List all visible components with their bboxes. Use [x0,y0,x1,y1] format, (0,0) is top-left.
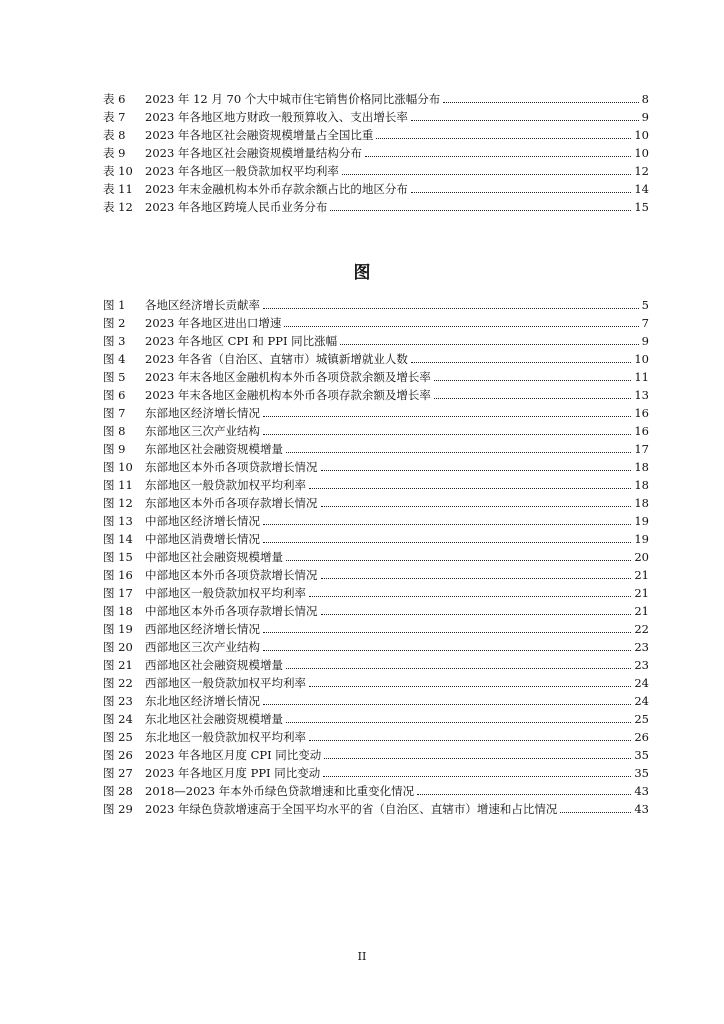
entry-page-number: 23 [634,658,649,672]
entry-title: 中部地区本外币各项贷款增长情况 [145,568,318,582]
entry-page-number: 21 [634,568,649,582]
entry-label: 图 19 [103,622,133,636]
figure-entry[interactable] [103,692,649,710]
entry-page-number: 24 [634,676,649,690]
figure-entry[interactable] [103,566,649,584]
entry-label: 图 22 [103,676,133,690]
entry-page-number: 10 [634,128,649,142]
entry-label: 图 5 [103,370,126,384]
entry-title: 东北地区一般贷款加权平均利率 [145,730,306,744]
figure-entry[interactable] [103,584,649,602]
table-entry[interactable] [103,90,649,108]
entry-page-number: 18 [634,496,649,510]
dot-leader [263,632,631,633]
figure-entry[interactable] [103,350,649,368]
entry-label: 表 11 [103,182,133,196]
entry-page-number: 10 [634,146,649,160]
entry-title: 2023 年各地区跨境人民币业务分布 [145,200,328,214]
entry-page-number: 19 [634,532,649,546]
entry-label: 图 8 [103,424,126,438]
entry-title: 2023 年各地区一般贷款加权平均利率 [145,164,339,178]
figure-entry[interactable] [103,602,649,620]
dot-leader [330,210,631,211]
figure-entry[interactable] [103,314,649,332]
entry-page-number: 18 [634,460,649,474]
entry-label: 表 9 [103,146,126,160]
entry-page-number: 14 [634,182,649,196]
entry-page-number: 25 [634,712,649,726]
figure-entry[interactable] [103,386,649,404]
figure-list [103,296,649,818]
dot-leader [263,308,639,309]
page-number: II [357,950,367,963]
entry-title: 东部地区社会融资规模增量 [145,442,283,456]
dot-leader [324,758,631,759]
entry-label: 图 20 [103,640,133,654]
entry-title: 中部地区经济增长情况 [145,514,260,528]
entry-title: 2023 年各地区社会融资规模增量结构分布 [145,146,362,160]
entry-page-number: 13 [634,388,649,402]
entry-title: 中部地区本外币各项存款增长情况 [145,604,318,618]
dot-leader [417,794,631,795]
entry-label: 图 7 [103,406,126,420]
entry-title: 东部地区三次产业结构 [145,424,260,438]
entry-label: 图 18 [103,604,133,618]
entry-label: 表 6 [103,92,126,106]
entry-title: 2023 年末金融机构本外币存款余额占比的地区分布 [145,182,408,196]
entry-title: 2023 年各地区月度 PPI 同比变动 [145,766,321,780]
entry-page-number: 43 [634,784,649,798]
entry-label: 图 25 [103,730,133,744]
entry-title: 2023 年末各地区金融机构本外币各项存款余额及增长率 [145,388,431,402]
table-entry[interactable] [103,126,649,144]
entry-title: 东部地区本外币各项贷款增长情况 [145,460,318,474]
entry-page-number: 9 [641,334,649,348]
dot-leader [321,578,632,579]
dot-leader [286,722,631,723]
dot-leader [411,120,639,121]
entry-page-number: 7 [641,316,649,330]
entry-label: 图 15 [103,550,133,564]
entry-title: 中部地区一般贷款加权平均利率 [145,586,306,600]
dot-leader [323,776,631,777]
entry-label: 图 16 [103,568,133,582]
figures-heading: 图 [353,263,371,283]
entry-label: 图 10 [103,460,133,474]
dot-leader [340,344,639,345]
dot-leader [263,434,631,435]
table-entry[interactable] [103,108,649,126]
entry-label: 图 1 [103,298,126,312]
dot-leader [263,416,631,417]
entry-label: 图 4 [103,352,126,366]
figure-entry[interactable] [103,746,649,764]
dot-leader [321,470,632,471]
entry-page-number: 11 [634,370,649,384]
entry-page-number: 12 [634,164,649,178]
figure-entry[interactable] [103,512,649,530]
entry-label: 图 17 [103,586,133,600]
entry-page-number: 19 [634,514,649,528]
entry-label: 图 26 [103,748,133,762]
dot-leader [286,668,631,669]
entry-title: 东北地区社会融资规模增量 [145,712,283,726]
entry-page-number: 18 [634,478,649,492]
entry-page-number: 16 [634,406,649,420]
entry-page-number: 20 [634,550,649,564]
entry-title: 2023 年 12 月 70 个大中城市住宅销售价格同比涨幅分布 [145,92,441,106]
entry-label: 图 12 [103,496,133,510]
entry-page-number: 8 [641,92,649,106]
entry-page-number: 26 [634,730,649,744]
figure-entry[interactable] [103,800,649,818]
entry-page-number: 15 [634,200,649,214]
dot-leader [443,102,638,103]
dot-leader [434,398,631,399]
dot-leader [365,156,631,157]
entry-label: 表 7 [103,110,126,124]
entry-title: 2023 年各地区进出口增速 [145,316,282,330]
dot-leader [342,174,631,175]
dot-leader [321,614,632,615]
entry-title: 东部地区经济增长情况 [145,406,260,420]
dot-leader [411,192,631,193]
dot-leader [309,740,631,741]
entry-title: 西部地区社会融资规模增量 [145,658,283,672]
table-entry[interactable] [103,162,649,180]
entry-page-number: 9 [641,110,649,124]
entry-title: 2018—2023 年本外币绿色贷款增速和比重变化情况 [145,784,415,798]
table-entry[interactable] [103,144,649,162]
figure-entry[interactable] [103,440,649,458]
entry-label: 表 8 [103,128,126,142]
entry-page-number: 21 [634,586,649,600]
entry-label: 图 14 [103,532,133,546]
figure-entry[interactable] [103,710,649,728]
dot-leader [286,452,631,453]
dot-leader [321,506,632,507]
figure-entry[interactable] [103,548,649,566]
dot-leader [376,138,631,139]
entry-title: 2023 年各地区 CPI 和 PPI 同比涨幅 [145,334,338,348]
entry-page-number: 17 [634,442,649,456]
dot-leader [309,686,631,687]
dot-leader [263,524,631,525]
dot-leader [309,488,631,489]
figure-entry[interactable] [103,296,649,314]
entry-label: 图 29 [103,802,133,816]
entry-label: 图 9 [103,442,126,456]
figure-entry[interactable] [103,620,649,638]
figure-entry[interactable] [103,728,649,746]
entry-label: 图 27 [103,766,133,780]
figure-entry[interactable] [103,368,649,386]
figure-entry[interactable] [103,332,649,350]
entry-title: 西部地区三次产业结构 [145,640,260,654]
entry-title: 2023 年各地区地方财政一般预算收入、支出增长率 [145,110,408,124]
entry-title: 东部地区本外币各项存款增长情况 [145,496,318,510]
figure-entry[interactable] [103,476,649,494]
dot-leader [434,380,631,381]
figure-entry[interactable] [103,530,649,548]
dot-leader [286,560,631,561]
entry-title: 2023 年各地区月度 CPI 同比变动 [145,748,322,762]
entry-label: 图 28 [103,784,133,798]
entry-title: 中部地区社会融资规模增量 [145,550,283,564]
figure-entry[interactable] [103,638,649,656]
table-entry[interactable] [103,180,649,198]
figure-entry[interactable] [103,782,649,800]
entry-title: 东部地区一般贷款加权平均利率 [145,478,306,492]
entry-page-number: 5 [641,298,649,312]
dot-leader [309,596,631,597]
entry-page-number: 35 [634,766,649,780]
figure-entry[interactable] [103,674,649,692]
dot-leader [284,326,638,327]
figure-entry[interactable] [103,404,649,422]
entry-title: 西部地区一般贷款加权平均利率 [145,676,306,690]
entry-title: 各地区经济增长贡献率 [145,298,260,312]
entry-title: 中部地区消费增长情况 [145,532,260,546]
dot-leader [263,650,631,651]
dot-leader [411,362,631,363]
entry-page-number: 43 [634,802,649,816]
entry-page-number: 21 [634,604,649,618]
dot-leader [263,542,631,543]
table-list [103,90,649,216]
entry-page-number: 16 [634,424,649,438]
entry-label: 图 23 [103,694,133,708]
entry-title: 2023 年末各地区金融机构本外币各项贷款余额及增长率 [145,370,431,384]
figure-entry[interactable] [103,494,649,512]
entry-page-number: 22 [634,622,649,636]
entry-page-number: 23 [634,640,649,654]
entry-label: 图 13 [103,514,133,528]
table-entry[interactable] [103,198,649,216]
entry-title: 2023 年各地区社会融资规模增量占全国比重 [145,128,374,142]
figure-entry[interactable] [103,458,649,476]
entry-page-number: 35 [634,748,649,762]
entry-label: 图 24 [103,712,133,726]
dot-leader [263,704,631,705]
dot-leader [560,812,631,813]
figure-entry[interactable] [103,764,649,782]
entry-title: 2023 年各省（自治区、直辖市）城镇新增就业人数 [145,352,408,366]
entry-label: 图 11 [103,478,133,492]
entry-label: 表 10 [103,164,133,178]
entry-page-number: 24 [634,694,649,708]
entry-title: 2023 年绿色贷款增速高于全国平均水平的省（自治区、直辖市）增速和占比情况 [145,802,558,816]
entry-title: 西部地区经济增长情况 [145,622,260,636]
figure-entry[interactable] [103,656,649,674]
entry-label: 图 6 [103,388,126,402]
entry-label: 图 21 [103,658,133,672]
entry-label: 图 3 [103,334,126,348]
entry-page-number: 10 [634,352,649,366]
entry-label: 图 2 [103,316,126,330]
entry-title: 东北地区经济增长情况 [145,694,260,708]
entry-label: 表 12 [103,200,133,214]
figure-entry[interactable] [103,422,649,440]
